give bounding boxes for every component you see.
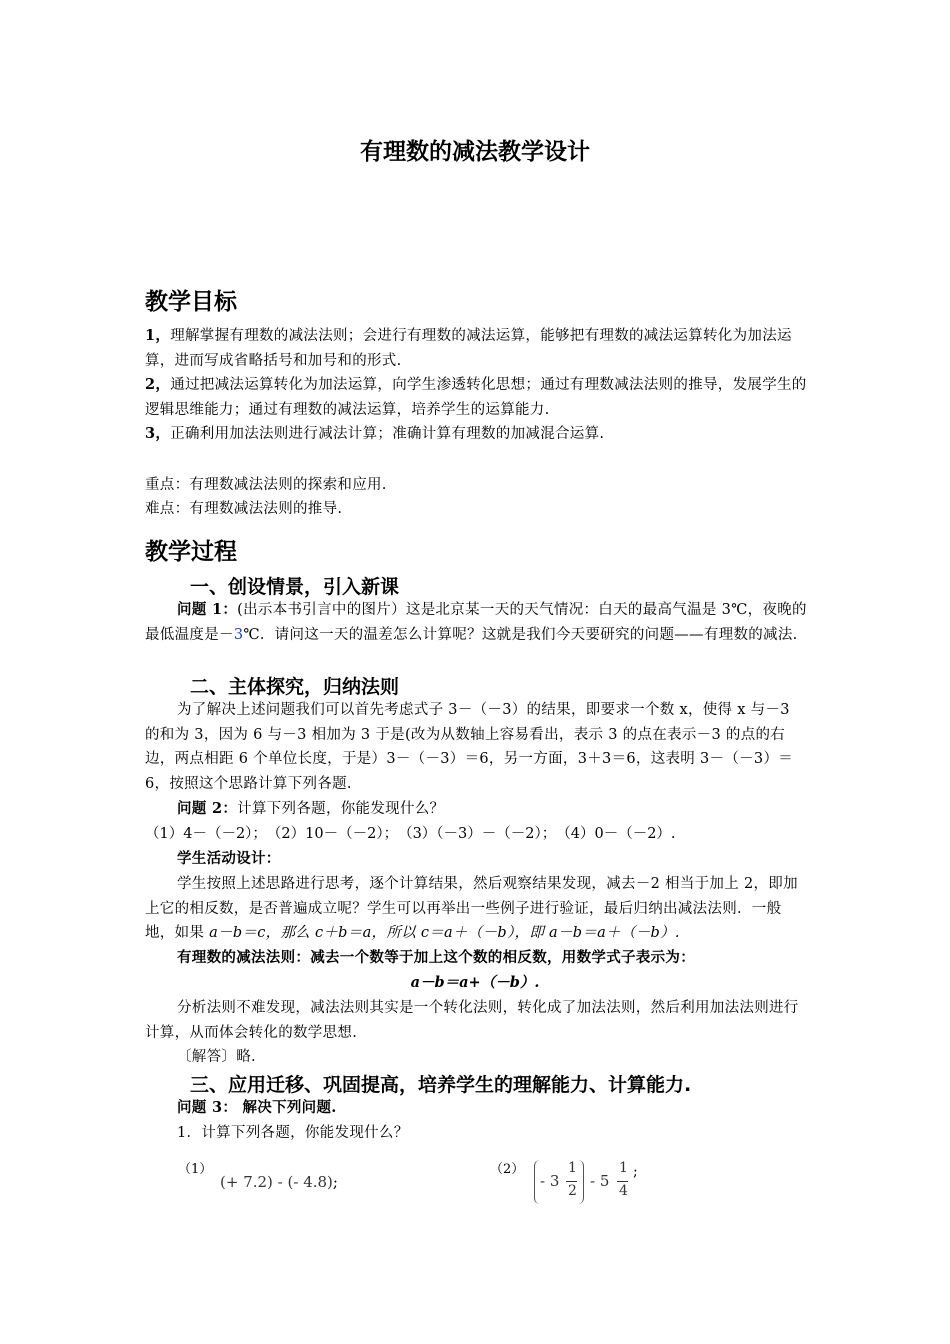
exercise-2-label: （2） [490,1162,525,1177]
goal-item-1 [145,324,807,373]
goal-number: 2， [145,376,171,393]
activity-text-b: a－b＝c，那么 c＋b＝a，所以 c＝a＋（－b），即 a－b＝a＋（－b）. [209,925,680,941]
goal-text: 正确利用加法法则进行减法计算；准确计算有理数的加减混合运算. [170,426,605,442]
question-text: ℃．请问这一天的温差怎么计算呢？这就是我们今天要研究的问题——有理数的减法. [243,626,798,643]
difficulty-point: 难点：有理数减法法则的推导. [145,501,343,517]
activity-text [145,872,807,946]
rule-formula [0,971,950,995]
fraction-bar [566,1181,577,1182]
goal-item-2 [145,373,807,422]
part3-item-1: 1．计算下列各题，你能发现什么？ [177,1125,409,1141]
question-label: 问题 1： [177,601,238,618]
goal-item-3 [145,422,807,447]
fraction-numerator: 1 [568,1160,577,1176]
activity-text-a: 学生按照上述思路进行思考，逐个计算结果，然后观察结果发现，减去－2 相当于加上 2，即加上它的相反数，是否普遍成立呢？学生可以再举出一些例子进行验证，最后归纳出减法法则．一般地，如果 [145,876,798,941]
question-label: 问题 2： [177,800,238,817]
expression-tail: ; [332,1173,338,1191]
exercise-1-expression [220,1170,338,1194]
goal-number: 3， [145,425,171,442]
fraction-numerator: 1 [619,1160,628,1176]
goal-text: 通过把减法运算转化为加法运算，向学生渗透转化思想；通过有理数减法法则的推导，发展学生的逻辑思维能力；通过有理数的减法运算，培养学生的运算能力. [145,377,807,418]
part1-heading: 一、创设情景，引入新课 [190,576,400,598]
exercise-2-expression [532,1160,652,1206]
question-2 [145,797,807,822]
exercise-1-label: （1） [178,1162,213,1177]
part2-intro: 为了解决上述问题我们可以首先考虑式子 3－（－3）的结果，即要求一个数 x，使得 x 与－3 的和为 3，因为 6 与－3 相加为 3 于是(改为从数轴上容易看出，表示 3 的点在表示－3 的点的右边，两点相距 6 个单位长度，于是）3－（－3）＝6，另一方面，3＋3＝6，这表明 3－（－3）＝6，按照这个思路计算下列各题. [145,702,794,792]
part2-heading: 二、主体探究，归纳法则 [190,676,400,698]
fraction-denominator: 4 [619,1183,628,1199]
expression-text: (+ 7.2) - (- 4.8) [220,1173,333,1191]
highlight-number: 3 [233,626,244,643]
question-1 [145,598,807,647]
question-text: 计算下列各题，你能发现什么？ [237,801,445,817]
exercise-list: （1）4－（－2）； （2）10－（－2）； （3）（－3）－（－2）； （4）0－（－2）. [145,826,676,842]
part3-heading: 三、应用迁移、巩固提高，培养学生的理解能力、计算能力. [190,1074,692,1096]
fraction-bar [617,1181,628,1182]
key-point: 重点：有理数减法法则的探索和应用. [145,477,387,493]
section-heading-process: 教学过程 [145,539,237,565]
subtraction-rule: 有理数的减法法则：减去一个数等于加上这个数的相反数，用数学式子表示为： [177,949,695,966]
activity-label: 学生活动设计： [177,850,281,867]
question-3: 问题 3： 解决下列问题. [177,1099,337,1116]
mixed-number-whole: - 3 [540,1172,560,1190]
goal-number: 1， [145,327,171,344]
answer-note: 〔解答〕略. [177,1049,256,1065]
section-heading-goals: 教学目标 [145,289,237,315]
expression-tail: ; [633,1164,638,1180]
rule-analysis: 分析法则不难发现，减法法则其实是一个转化法则，转化成了加法法则，然后利用加法法则进行计算，从而体会转化的数学思想. [145,1000,799,1041]
question-text: (出示本书引言中的图片）这是北京某一天的天气情况：白天的最高气温是 3℃，夜晚的最低温度是－ [145,602,807,643]
page-title: 有理数的减法教学设计 [360,139,590,165]
formula-text: a－b＝a+（－b）. [410,974,540,991]
mixed-number-whole: - 5 [590,1172,610,1190]
fraction-denominator: 2 [568,1183,577,1199]
goal-text: 理解掌握有理数的减法法则；会进行有理数的减法运算，能够把有理数的减法运算转化为加法运算，进而写成省略括号和加号和的形式. [145,328,792,369]
